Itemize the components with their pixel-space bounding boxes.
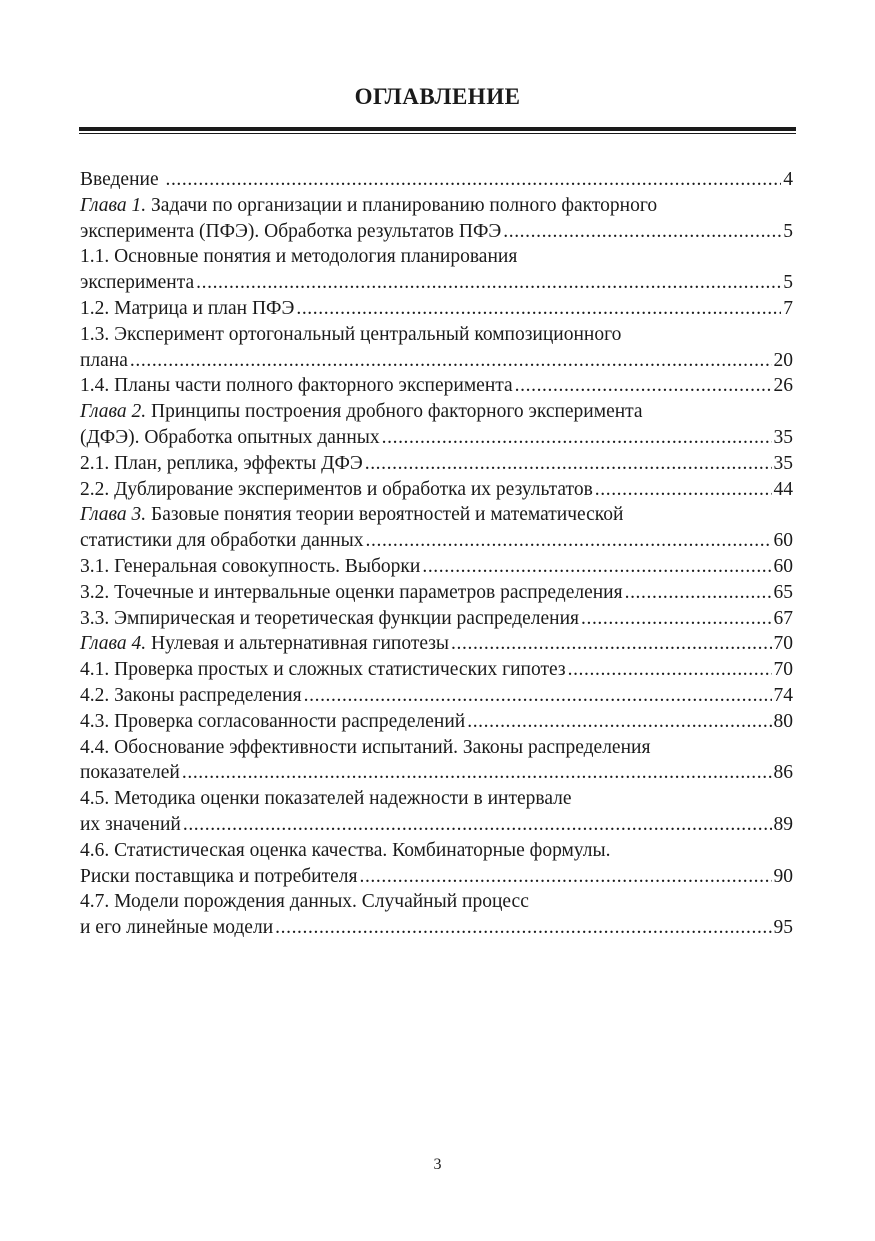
toc-entry-title: эксперимента: [80, 272, 195, 294]
toc-entry-title: 4.6. Статистическая оценка качества. Комбинаторные формулы.: [80, 839, 611, 861]
toc-page-number: 26: [773, 375, 793, 397]
toc-page-number: 35: [773, 426, 793, 448]
toc-entry-title: эксперимента (ПФЭ). Обработка результатов ПФЭ: [80, 220, 502, 242]
toc-page-number: 70: [773, 659, 793, 681]
leader-dots: [359, 864, 771, 890]
toc-entry-title: 3.1. Генеральная совокупность. Выборки: [80, 555, 421, 577]
table-of-contents: [80, 167, 793, 941]
toc-entry-4-7-cont[interactable]: [80, 915, 793, 941]
toc-entry-2-1[interactable]: [80, 451, 793, 477]
toc-entry-title: 4.4. Обоснование эффективности испытаний. Законы распределения: [80, 736, 651, 758]
toc-page-number: 5: [783, 272, 793, 294]
toc-page-number: 80: [773, 710, 793, 732]
leader-dots: [451, 631, 771, 657]
toc-entry-3-3[interactable]: [80, 606, 793, 632]
page-number: 3: [433, 1156, 442, 1173]
toc-entry-title: 1.3. Эксперимент ортогональный центральный композиционного: [80, 323, 622, 345]
toc-entry-4-5[interactable]: [80, 786, 793, 812]
leader-dots: [568, 657, 772, 683]
toc-entry-title: 4.2. Законы распределения: [80, 684, 302, 706]
leader-dots: [304, 683, 772, 709]
title-rule-thick: [79, 127, 796, 131]
leader-dots: [130, 348, 772, 374]
toc-entry-chapter-2[interactable]: [80, 399, 793, 425]
leader-dots: [365, 451, 772, 477]
toc-entry-3-1[interactable]: [80, 554, 793, 580]
toc-entry-title: 3.3. Эмпирическая и теоретическая функции распределения: [80, 607, 579, 629]
toc-entry-title: 4.5. Методика оценки показателей надежности в интервале: [80, 788, 572, 810]
leader-dots: [196, 270, 781, 296]
toc-page-number: 35: [773, 452, 793, 474]
toc-entry-4-3[interactable]: [80, 709, 793, 735]
toc-page-number: 89: [773, 813, 793, 835]
toc-entry-4-4-cont[interactable]: [80, 760, 793, 786]
toc-entry-title: Нулевая и альтернативная гипотезы: [146, 633, 450, 655]
toc-entry-1-2[interactable]: [80, 296, 793, 322]
toc-page-number: 4: [783, 169, 793, 190]
chapter-label: Глава 3.: [80, 504, 147, 526]
toc-entry-title: их значений: [80, 813, 181, 835]
toc-entry-4-5-cont[interactable]: [80, 812, 793, 838]
chapter-label: Глава 1.: [80, 194, 147, 216]
toc-page-number: 70: [773, 633, 793, 655]
title-rule-thin: [79, 133, 796, 134]
toc-entry-title: 1.1. Основные понятия и методология планирования: [80, 246, 518, 268]
toc-entry-4-1[interactable]: [80, 657, 793, 683]
toc-entry-4-6-cont[interactable]: [80, 864, 793, 890]
toc-page-number: 60: [773, 530, 793, 552]
toc-entry-title: 4.1. Проверка простых и сложных статистических гипотез: [80, 659, 566, 681]
toc-entry-title: 4.7. Модели порождения данных. Случайный процесс: [80, 891, 529, 913]
leader-dots: [581, 606, 772, 632]
leader-dots: [182, 760, 772, 786]
toc-page-number: 5: [783, 220, 793, 242]
leader-dots: [503, 219, 781, 245]
toc-page-number: 65: [773, 581, 793, 603]
leader-dots: [183, 812, 772, 838]
toc-entry-1-1-cont[interactable]: [80, 270, 793, 296]
toc-entry-1-4[interactable]: [80, 373, 793, 399]
leader-dots: [515, 373, 772, 399]
leader-dots: [467, 709, 771, 735]
toc-entry-1-3[interactable]: [80, 322, 793, 348]
toc-entry-title: (ДФЭ). Обработка опытных данных: [80, 426, 380, 448]
toc-entry-title: Базовые понятия теории вероятностей и математической: [146, 504, 624, 526]
toc-entry-title: Риски поставщика и потребителя: [80, 865, 358, 887]
toc-entry-title: 4.3. Проверка согласованности распределений: [80, 710, 466, 732]
toc-entry-chapter-2-cont[interactable]: [80, 425, 793, 451]
toc-entry-chapter-1[interactable]: [80, 193, 793, 219]
toc-entry-chapter-4[interactable]: [80, 631, 793, 657]
toc-page-number: 20: [773, 349, 793, 371]
leader-dots: [165, 167, 781, 193]
toc-entry-chapter-1-cont[interactable]: [80, 219, 793, 245]
leader-dots: [275, 915, 771, 941]
toc-entry-title: 3.2. Точечные и интервальные оценки параметров распределения: [80, 581, 623, 603]
toc-entry-title: 1.2. Матрица и план ПФЭ: [80, 297, 295, 319]
toc-entry-title: 2.1. План, реплика, эффекты ДФЭ: [80, 452, 363, 474]
toc-entry-title: 2.2. Дублирование экспериментов и обработка их результатов: [80, 478, 593, 500]
toc-entry-title: Принципы построения дробного факторного эксперимента: [146, 401, 643, 423]
toc-entry-1-1[interactable]: [80, 244, 793, 270]
toc-page-number: 95: [773, 917, 793, 939]
toc-entry-title: 1.4. Планы части полного факторного эксперимента: [80, 375, 513, 397]
leader-dots: [296, 296, 781, 322]
toc-entry-chapter-3[interactable]: [80, 502, 793, 528]
toc-entry-title: и его линейные модели: [80, 917, 274, 939]
toc-entry-title: Задачи по организации и планированию полного факторного: [146, 194, 658, 216]
toc-page-number: 67: [773, 607, 793, 629]
toc-entry-title: плана: [80, 349, 128, 371]
toc-entry-title: статистики для обработки данных: [80, 530, 364, 552]
toc-entry-chapter-3-cont[interactable]: [80, 528, 793, 554]
toc-entry-1-3-cont[interactable]: [80, 348, 793, 374]
leader-dots: [625, 580, 772, 606]
toc-page-number: 86: [773, 762, 793, 784]
toc-entry-3-2[interactable]: [80, 580, 793, 606]
toc-entry-title: Введение: [80, 169, 164, 190]
toc-entry-4-6[interactable]: [80, 838, 793, 864]
toc-entry-4-4[interactable]: [80, 735, 793, 761]
toc-entry-intro[interactable]: [80, 167, 793, 193]
toc-page-number: 60: [773, 555, 793, 577]
toc-entry-4-2[interactable]: [80, 683, 793, 709]
leader-dots: [422, 554, 771, 580]
leader-dots: [595, 477, 772, 503]
toc-entry-4-7[interactable]: [80, 889, 793, 915]
toc-entry-2-2[interactable]: [80, 477, 793, 503]
toc-page-number: 44: [773, 478, 793, 500]
toc-page-number: 7: [783, 297, 793, 319]
chapter-label: Глава 4.: [80, 633, 147, 655]
toc-page-number: 90: [773, 865, 793, 887]
leader-dots: [382, 425, 772, 451]
page-title: ОГЛАВЛЕНИЕ: [354, 84, 521, 109]
toc-page-number: 74: [773, 684, 793, 706]
leader-dots: [366, 528, 772, 554]
chapter-label: Глава 2.: [80, 401, 147, 423]
toc-entry-title: показателей: [80, 762, 180, 784]
